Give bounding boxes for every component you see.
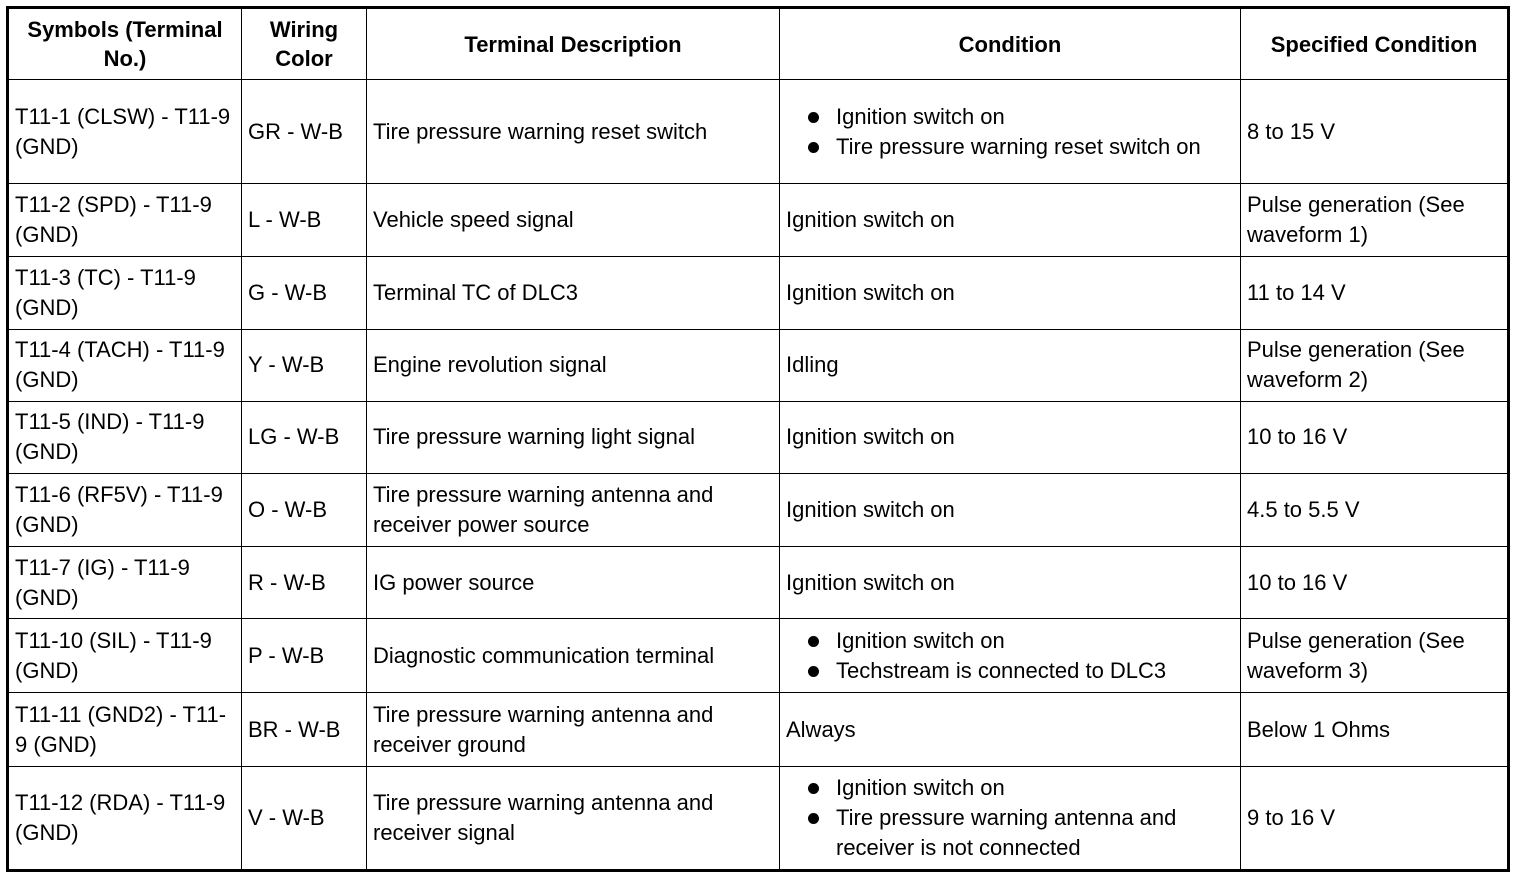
cell-symbol: T11-3 (TC) - T11-9 (GND) (8, 257, 242, 329)
header-wiring-color: Wiring Color (242, 8, 367, 80)
cell-condition: Always (780, 693, 1241, 766)
condition-item: Tire pressure warning reset switch on (786, 132, 1234, 162)
cell-specified-condition: 10 to 16 V (1241, 547, 1509, 619)
cell-specified-condition: Pulse generation (See waveform 2) (1241, 329, 1509, 401)
cell-condition: Ignition switch on (780, 547, 1241, 619)
cell-wiring-color: BR - W-B (242, 693, 367, 766)
cell-specified-condition: 10 to 16 V (1241, 401, 1509, 473)
cell-condition: Ignition switch on (780, 473, 1241, 546)
condition-list (786, 102, 1234, 162)
cell-wiring-color: O - W-B (242, 473, 367, 546)
header-terminal-description: Terminal Description (367, 8, 780, 80)
cell-terminal-description: Tire pressure warning antenna and receiver signal (367, 766, 780, 870)
table-row (8, 619, 1509, 693)
condition-item: Ignition switch on (786, 773, 1234, 803)
cell-terminal-description: Tire pressure warning antenna and receiver power source (367, 473, 780, 546)
cell-symbol: T11-11 (GND2) - T11-9 (GND) (8, 693, 242, 766)
table-header (8, 8, 1509, 80)
cell-terminal-description: Diagnostic communication terminal (367, 619, 780, 693)
cell-symbol: T11-5 (IND) - T11-9 (GND) (8, 401, 242, 473)
table-row (8, 473, 1509, 546)
cell-wiring-color: P - W-B (242, 619, 367, 693)
cell-wiring-color: G - W-B (242, 257, 367, 329)
cell-specified-condition: 4.5 to 5.5 V (1241, 473, 1509, 546)
cell-wiring-color: GR - W-B (242, 80, 367, 184)
table-body (8, 80, 1509, 871)
table-row (8, 184, 1509, 257)
cell-specified-condition: Below 1 Ohms (1241, 693, 1509, 766)
cell-symbol: T11-12 (RDA) - T11-9 (GND) (8, 766, 242, 870)
condition-item: Ignition switch on (786, 102, 1234, 132)
cell-specified-condition: 8 to 15 V (1241, 80, 1509, 184)
table-row (8, 693, 1509, 766)
terminal-table (6, 6, 1510, 872)
cell-symbol: T11-7 (IG) - T11-9 (GND) (8, 547, 242, 619)
cell-terminal-description: IG power source (367, 547, 780, 619)
cell-specified-condition: Pulse generation (See waveform 3) (1241, 619, 1509, 693)
cell-terminal-description: Tire pressure warning antenna and receiver ground (367, 693, 780, 766)
cell-symbol: T11-10 (SIL) - T11-9 (GND) (8, 619, 242, 693)
cell-condition (780, 766, 1241, 870)
cell-symbol: T11-6 (RF5V) - T11-9 (GND) (8, 473, 242, 546)
table-row (8, 401, 1509, 473)
cell-condition: Ignition switch on (780, 401, 1241, 473)
cell-symbol: T11-2 (SPD) - T11-9 (GND) (8, 184, 242, 257)
cell-wiring-color: Y - W-B (242, 329, 367, 401)
table-row (8, 80, 1509, 184)
condition-list (786, 773, 1234, 863)
cell-terminal-description: Tire pressure warning reset switch (367, 80, 780, 184)
condition-item: Tire pressure warning antenna and receiver is not connected (786, 803, 1234, 863)
condition-item: Techstream is connected to DLC3 (786, 656, 1234, 686)
header-row (8, 8, 1509, 80)
header-symbols: Symbols (Terminal No.) (8, 8, 242, 80)
table-row (8, 766, 1509, 870)
header-specified-condition: Specified Condition (1241, 8, 1509, 80)
cell-wiring-color: V - W-B (242, 766, 367, 870)
cell-terminal-description: Terminal TC of DLC3 (367, 257, 780, 329)
cell-symbol: T11-4 (TACH) - T11-9 (GND) (8, 329, 242, 401)
cell-condition (780, 80, 1241, 184)
condition-list (786, 626, 1234, 686)
table-row (8, 257, 1509, 329)
cell-specified-condition: Pulse generation (See waveform 1) (1241, 184, 1509, 257)
cell-wiring-color: LG - W-B (242, 401, 367, 473)
cell-specified-condition: 9 to 16 V (1241, 766, 1509, 870)
cell-wiring-color: R - W-B (242, 547, 367, 619)
cell-condition (780, 619, 1241, 693)
cell-condition: Idling (780, 329, 1241, 401)
cell-terminal-description: Engine revolution signal (367, 329, 780, 401)
table-row (8, 547, 1509, 619)
cell-symbol: T11-1 (CLSW) - T11-9 (GND) (8, 80, 242, 184)
table-row (8, 329, 1509, 401)
cell-condition: Ignition switch on (780, 257, 1241, 329)
cell-specified-condition: 11 to 14 V (1241, 257, 1509, 329)
cell-terminal-description: Vehicle speed signal (367, 184, 780, 257)
cell-wiring-color: L - W-B (242, 184, 367, 257)
header-condition: Condition (780, 8, 1241, 80)
condition-item: Ignition switch on (786, 626, 1234, 656)
cell-terminal-description: Tire pressure warning light signal (367, 401, 780, 473)
cell-condition: Ignition switch on (780, 184, 1241, 257)
